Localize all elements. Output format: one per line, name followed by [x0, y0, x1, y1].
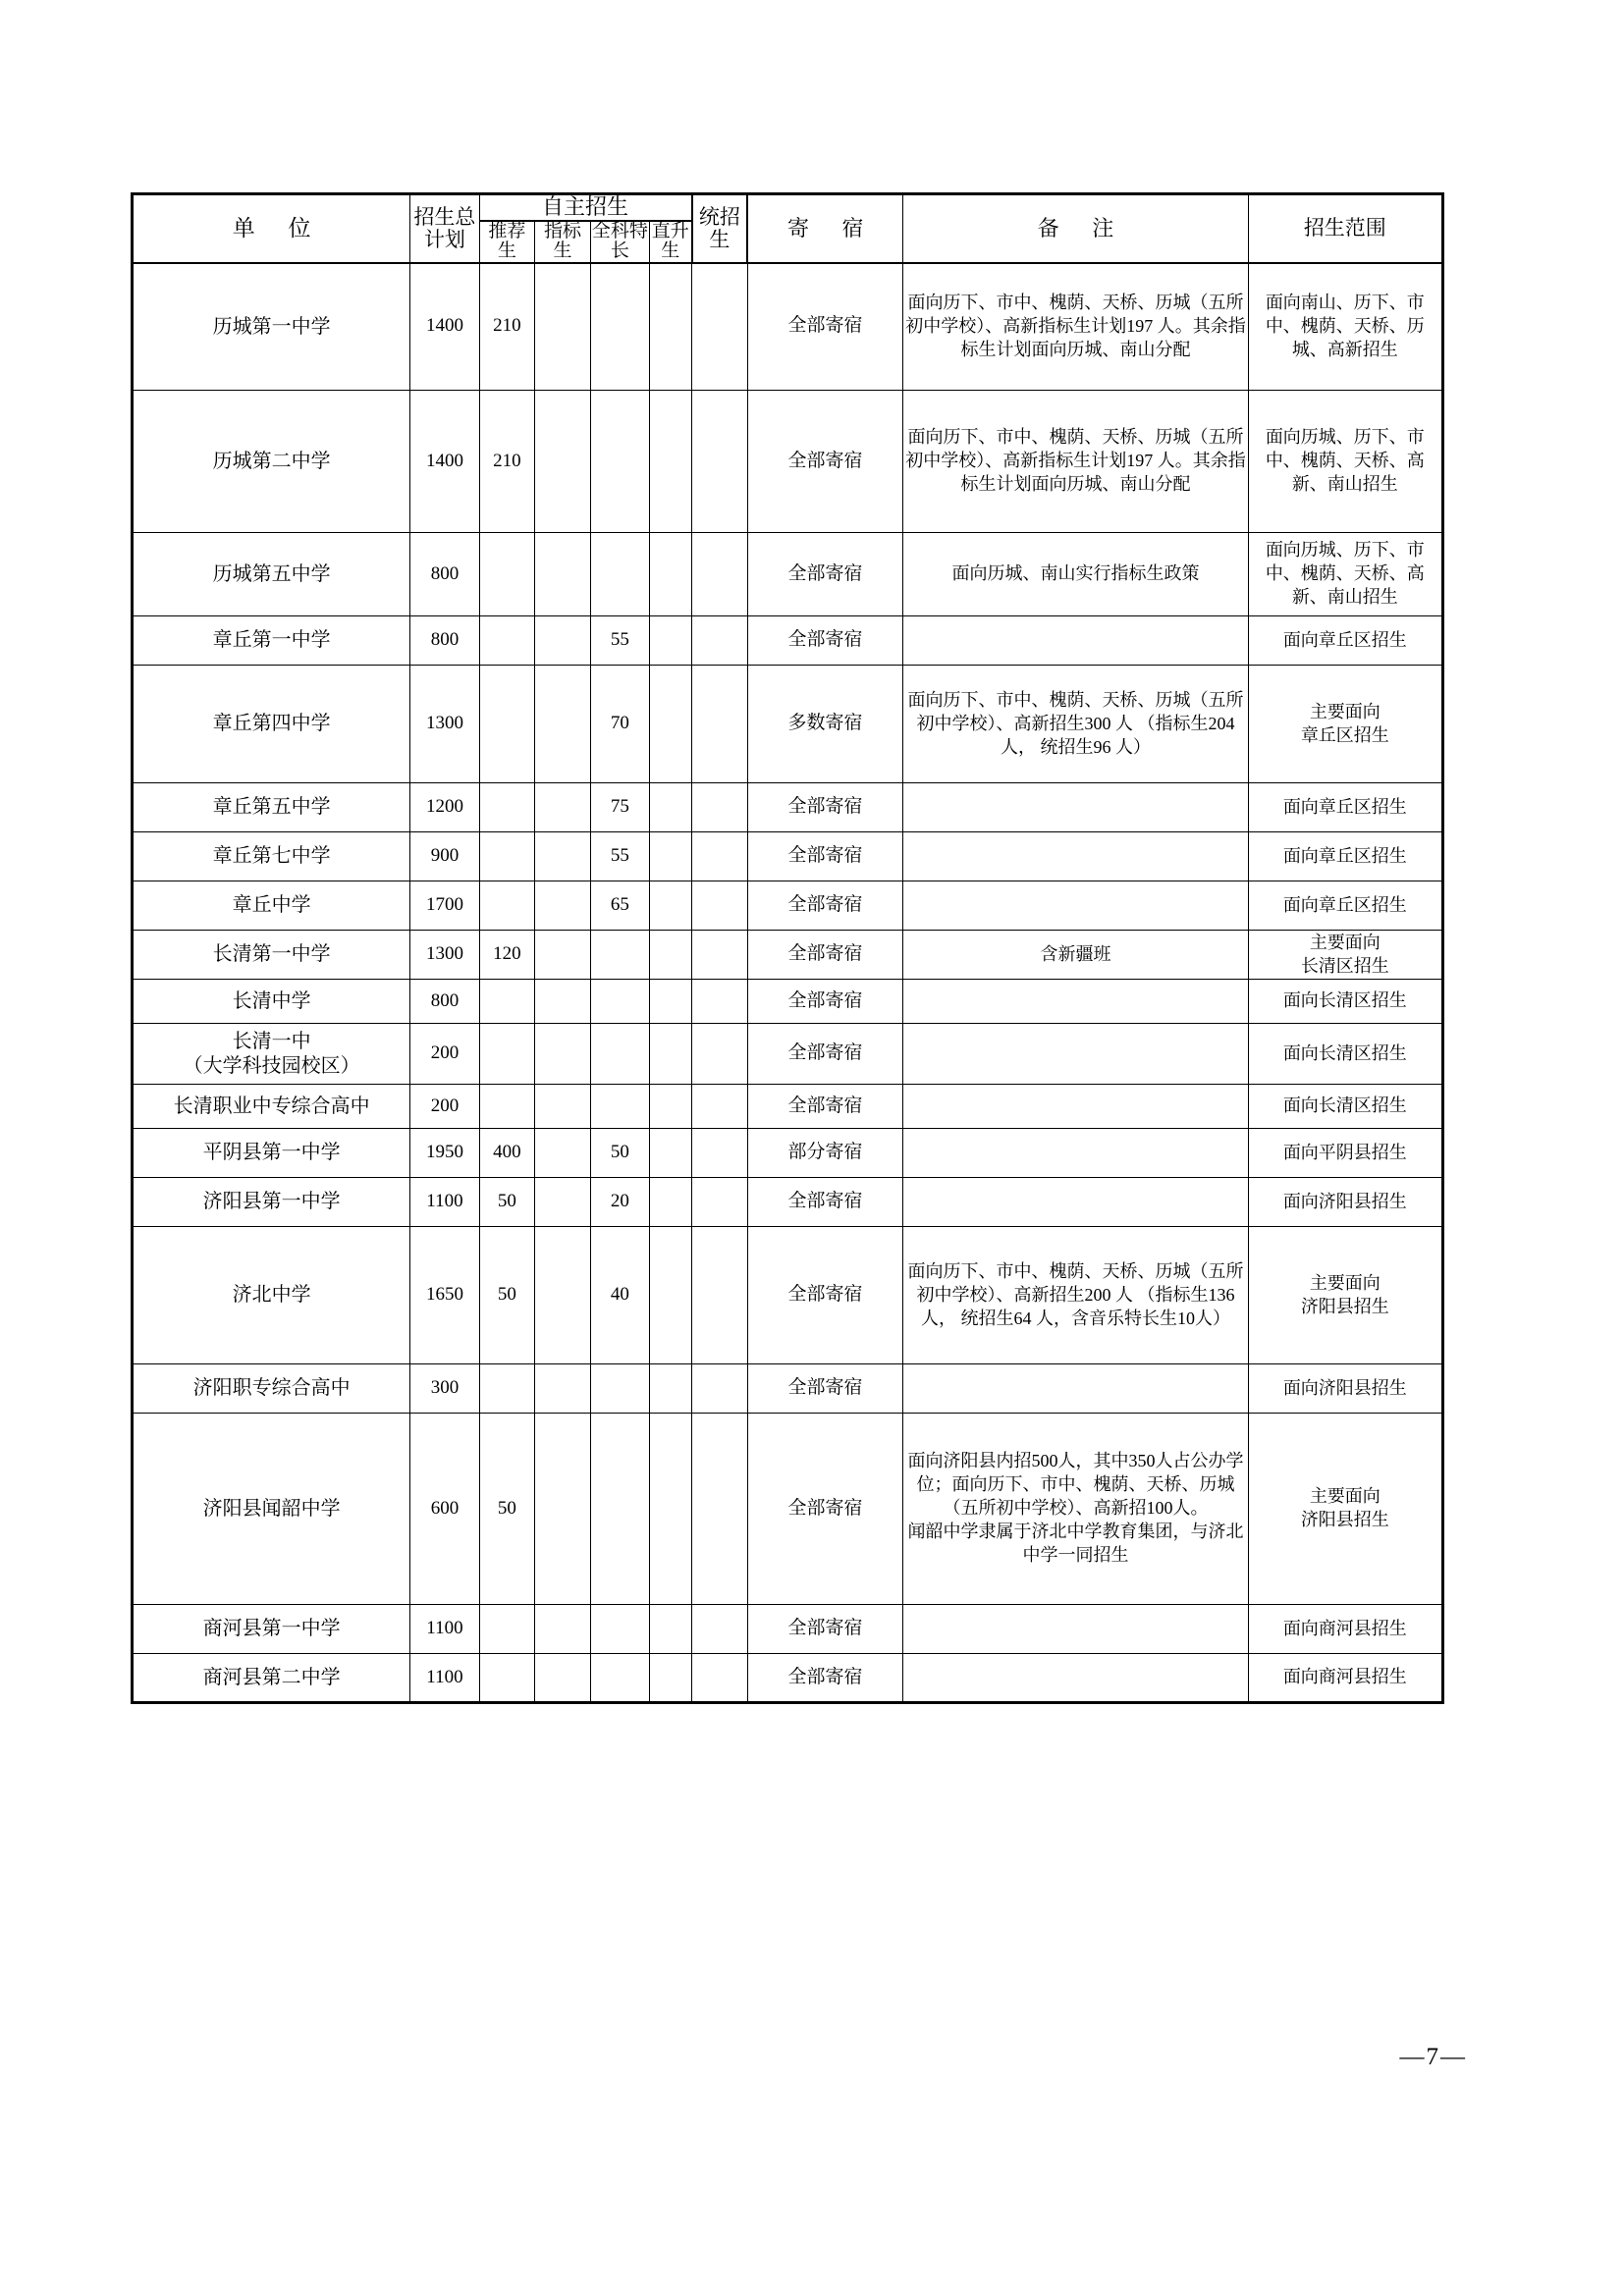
cell-scope: 面向商河县招生 — [1248, 1654, 1442, 1703]
cell-boarding: 全部寄宿 — [747, 391, 903, 533]
header-total-plan — [410, 194, 479, 263]
cell-quota — [535, 263, 591, 391]
enrollment-plan-table-wrapper — [131, 192, 1444, 1704]
table-row — [133, 391, 1443, 533]
cell-scope: 面向平阴县招生 — [1248, 1129, 1442, 1178]
cell-quota — [535, 1364, 591, 1414]
cell-direct-promotion — [649, 832, 691, 881]
cell-direct-promotion — [649, 1414, 691, 1605]
cell-unified — [692, 1024, 748, 1085]
cell-boarding: 全部寄宿 — [747, 1414, 903, 1605]
cell-quota — [535, 1414, 591, 1605]
cell-scope: 面向章丘区招生 — [1248, 881, 1442, 931]
cell-total: 1200 — [410, 783, 479, 832]
table-row — [133, 533, 1443, 616]
cell-total: 800 — [410, 533, 479, 616]
cell-quota — [535, 1178, 591, 1227]
cell-all-subject-talent: 20 — [590, 1178, 649, 1227]
cell-unified — [692, 980, 748, 1024]
cell-unified — [692, 783, 748, 832]
cell-quota — [535, 391, 591, 533]
cell-recommended — [479, 1605, 535, 1654]
cell-boarding: 全部寄宿 — [747, 783, 903, 832]
cell-quota — [535, 1227, 591, 1364]
cell-boarding: 全部寄宿 — [747, 1654, 903, 1703]
table-row — [133, 1129, 1443, 1178]
cell-direct-promotion — [649, 1178, 691, 1227]
cell-direct-promotion — [649, 980, 691, 1024]
cell-unified — [692, 1364, 748, 1414]
cell-recommended: 210 — [479, 391, 535, 533]
cell-all-subject-talent: 70 — [590, 666, 649, 783]
cell-all-subject-talent — [590, 980, 649, 1024]
cell-recommended: 50 — [479, 1178, 535, 1227]
cell-total: 300 — [410, 1364, 479, 1414]
header-direct-promotion: 直升生 — [649, 221, 691, 263]
cell-scope: 面向长清区招生 — [1248, 1085, 1442, 1129]
cell-remark: 面向历下、市中、槐荫、天桥、历城（五所初中学校）、高新指标生计划197 人。其余指标生计划面向历城、南山分配 — [903, 263, 1248, 391]
cell-quota — [535, 1129, 591, 1178]
cell-total: 1300 — [410, 931, 479, 980]
table-row — [133, 1178, 1443, 1227]
cell-all-subject-talent — [590, 1085, 649, 1129]
header-boarding: 寄 宿 — [747, 194, 903, 263]
cell-total: 1300 — [410, 666, 479, 783]
cell-all-subject-talent — [590, 263, 649, 391]
cell-scope: 面向历城、历下、市中、槐荫、天桥、高新、南山招生 — [1248, 391, 1442, 533]
cell-recommended: 50 — [479, 1227, 535, 1364]
cell-recommended: 210 — [479, 263, 535, 391]
cell-unified — [692, 391, 748, 533]
cell-unified — [692, 1605, 748, 1654]
cell-recommended — [479, 783, 535, 832]
cell-scope: 面向历城、历下、市中、槐荫、天桥、高新、南山招生 — [1248, 533, 1442, 616]
cell-unified — [692, 1129, 748, 1178]
cell-recommended — [479, 1654, 535, 1703]
header-all-subject-talent: 全科特长 — [591, 220, 648, 262]
cell-total: 800 — [410, 616, 479, 666]
cell-quota — [535, 1605, 591, 1654]
cell-recommended — [479, 666, 535, 783]
cell-unit: 历城第二中学 — [133, 391, 410, 533]
cell-direct-promotion — [649, 263, 691, 391]
table-row — [133, 980, 1443, 1024]
cell-unit: 章丘第七中学 — [133, 832, 410, 881]
table-row — [133, 931, 1443, 980]
cell-remark — [903, 980, 1248, 1024]
cell-boarding: 全部寄宿 — [747, 881, 903, 931]
cell-unit: 长清一中 （大学科技园校区） — [133, 1024, 410, 1085]
header-scope: 招生范围 — [1248, 194, 1442, 263]
cell-unit: 章丘第五中学 — [133, 783, 410, 832]
cell-unit: 平阴县第一中学 — [133, 1129, 410, 1178]
cell-remark: 面向济阳县内招500人，其中350人占公办学位；面向历下、市中、槐荫、天桥、历城（五所初中学校）、高新招100人。 闻韶中学隶属于济北中学教育集团，与济北中学一同招生 — [903, 1414, 1248, 1605]
cell-unit: 济阳职专综合高中 — [133, 1364, 410, 1414]
table-row — [133, 1414, 1443, 1605]
cell-all-subject-talent — [590, 1605, 649, 1654]
cell-unified — [692, 931, 748, 980]
table-row — [133, 881, 1443, 931]
cell-total: 1400 — [410, 391, 479, 533]
header-unit: 单 位 — [133, 194, 410, 263]
cell-direct-promotion — [649, 931, 691, 980]
cell-direct-promotion — [649, 391, 691, 533]
cell-quota — [535, 783, 591, 832]
cell-total: 200 — [410, 1024, 479, 1085]
cell-remark: 面向历下、市中、槐荫、天桥、历城（五所初中学校）、高新招生200 人 （指标生136 人， 统招生64 人，含音乐特长生10人） — [903, 1227, 1248, 1364]
cell-all-subject-talent — [590, 1414, 649, 1605]
table-row — [133, 616, 1443, 666]
cell-remark — [903, 832, 1248, 881]
cell-boarding: 全部寄宿 — [747, 1085, 903, 1129]
cell-recommended: 50 — [479, 1414, 535, 1605]
cell-remark — [903, 1364, 1248, 1414]
table-row — [133, 1605, 1443, 1654]
cell-quota — [535, 1085, 591, 1129]
cell-quota — [535, 666, 591, 783]
header-quota: 指标生 — [535, 221, 591, 263]
cell-scope: 面向长清区招生 — [1248, 1024, 1442, 1085]
cell-unified — [692, 263, 748, 391]
cell-scope: 面向长清区招生 — [1248, 980, 1442, 1024]
cell-all-subject-talent — [590, 1364, 649, 1414]
cell-all-subject-talent: 55 — [590, 616, 649, 666]
cell-direct-promotion — [649, 1227, 691, 1364]
cell-unit: 济阳县第一中学 — [133, 1178, 410, 1227]
cell-direct-promotion — [649, 1085, 691, 1129]
cell-all-subject-talent — [590, 1024, 649, 1085]
cell-remark — [903, 881, 1248, 931]
cell-unit: 历城第一中学 — [133, 263, 410, 391]
cell-boarding: 全部寄宿 — [747, 931, 903, 980]
table-row — [133, 1654, 1443, 1703]
cell-boarding: 全部寄宿 — [747, 263, 903, 391]
cell-recommended — [479, 980, 535, 1024]
table-row — [133, 263, 1443, 391]
cell-direct-promotion — [649, 1129, 691, 1178]
table-row — [133, 832, 1443, 881]
cell-recommended — [479, 1085, 535, 1129]
header-row-1 — [133, 194, 1443, 221]
cell-all-subject-talent — [590, 533, 649, 616]
header-remark: 备 注 — [903, 194, 1248, 263]
table-header — [133, 194, 1443, 263]
cell-direct-promotion — [649, 1605, 691, 1654]
cell-quota — [535, 1024, 591, 1085]
cell-quota — [535, 1654, 591, 1703]
cell-remark: 含新疆班 — [903, 931, 1248, 980]
cell-scope: 面向商河县招生 — [1248, 1605, 1442, 1654]
cell-unit: 济阳县闻韶中学 — [133, 1414, 410, 1605]
cell-unified — [692, 1654, 748, 1703]
cell-all-subject-talent — [590, 391, 649, 533]
cell-boarding: 全部寄宿 — [747, 616, 903, 666]
cell-unified — [692, 832, 748, 881]
cell-unit: 长清职业中专综合高中 — [133, 1085, 410, 1129]
enrollment-plan-table — [131, 192, 1444, 1704]
cell-total: 1700 — [410, 881, 479, 931]
cell-unit: 济北中学 — [133, 1227, 410, 1364]
cell-recommended — [479, 881, 535, 931]
cell-recommended: 120 — [479, 931, 535, 980]
cell-boarding: 多数寄宿 — [747, 666, 903, 783]
page-number: —7— — [1399, 2044, 1467, 2070]
cell-scope: 面向章丘区招生 — [1248, 616, 1442, 666]
cell-unified — [692, 533, 748, 616]
cell-boarding: 全部寄宿 — [747, 1364, 903, 1414]
cell-boarding: 全部寄宿 — [747, 980, 903, 1024]
cell-quota — [535, 881, 591, 931]
cell-boarding: 全部寄宿 — [747, 1024, 903, 1085]
header-independent-group: 自主招生 — [479, 194, 691, 221]
cell-total: 1100 — [410, 1654, 479, 1703]
cell-all-subject-talent: 65 — [590, 881, 649, 931]
cell-unified — [692, 1178, 748, 1227]
cell-remark — [903, 1024, 1248, 1085]
cell-total: 1400 — [410, 263, 479, 391]
cell-total: 200 — [410, 1085, 479, 1129]
cell-unit: 商河县第一中学 — [133, 1605, 410, 1654]
cell-recommended — [479, 616, 535, 666]
cell-all-subject-talent — [590, 931, 649, 980]
cell-unit: 章丘第四中学 — [133, 666, 410, 783]
cell-direct-promotion — [649, 881, 691, 931]
cell-scope: 面向章丘区招生 — [1248, 832, 1442, 881]
table-row — [133, 1227, 1443, 1364]
cell-remark — [903, 1085, 1248, 1129]
cell-remark — [903, 1605, 1248, 1654]
cell-direct-promotion — [649, 533, 691, 616]
cell-recommended — [479, 832, 535, 881]
cell-recommended — [479, 533, 535, 616]
cell-unit: 长清第一中学 — [133, 931, 410, 980]
cell-total: 600 — [410, 1414, 479, 1605]
header-unified: 统招生 — [692, 194, 748, 263]
cell-direct-promotion — [649, 1024, 691, 1085]
header-total-plan-text: 招生总计划 — [413, 204, 476, 251]
table-body — [133, 263, 1443, 1703]
table-row — [133, 666, 1443, 783]
cell-scope: 主要面向 长清区招生 — [1248, 931, 1442, 980]
cell-quota — [535, 832, 591, 881]
cell-all-subject-talent: 55 — [590, 832, 649, 881]
cell-quota — [535, 533, 591, 616]
table-row — [133, 1364, 1443, 1414]
cell-scope: 面向济阳县招生 — [1248, 1178, 1442, 1227]
cell-unit: 商河县第二中学 — [133, 1654, 410, 1703]
cell-all-subject-talent: 40 — [590, 1227, 649, 1364]
cell-remark — [903, 783, 1248, 832]
cell-all-subject-talent: 50 — [590, 1129, 649, 1178]
table-row — [133, 783, 1443, 832]
cell-direct-promotion — [649, 616, 691, 666]
cell-boarding: 全部寄宿 — [747, 533, 903, 616]
cell-boarding: 全部寄宿 — [747, 832, 903, 881]
cell-recommended: 400 — [479, 1129, 535, 1178]
cell-total: 900 — [410, 832, 479, 881]
cell-unit: 章丘中学 — [133, 881, 410, 931]
cell-unified — [692, 616, 748, 666]
cell-scope: 面向章丘区招生 — [1248, 783, 1442, 832]
cell-direct-promotion — [649, 666, 691, 783]
cell-unified — [692, 1085, 748, 1129]
cell-unified — [692, 881, 748, 931]
cell-remark — [903, 1178, 1248, 1227]
table-row — [133, 1085, 1443, 1129]
cell-unified — [692, 1227, 748, 1364]
cell-remark: 面向历下、市中、槐荫、天桥、历城（五所初中学校）、高新指标生计划197 人。其余指标生计划面向历城、南山分配 — [903, 391, 1248, 533]
cell-total: 800 — [410, 980, 479, 1024]
header-recommended: 推荐生 — [479, 221, 535, 263]
cell-total: 1100 — [410, 1178, 479, 1227]
cell-remark: 面向历下、市中、槐荫、天桥、历城（五所初中学校）、高新招生300 人 （指标生204 人， 统招生96 人） — [903, 666, 1248, 783]
cell-quota — [535, 980, 591, 1024]
cell-unit: 章丘第一中学 — [133, 616, 410, 666]
cell-total: 1950 — [410, 1129, 479, 1178]
cell-quota — [535, 616, 591, 666]
cell-direct-promotion — [649, 1364, 691, 1414]
cell-scope: 主要面向 章丘区招生 — [1248, 666, 1442, 783]
cell-recommended — [479, 1024, 535, 1085]
cell-remark — [903, 1129, 1248, 1178]
cell-direct-promotion — [649, 1654, 691, 1703]
cell-remark — [903, 616, 1248, 666]
cell-scope: 面向济阳县招生 — [1248, 1364, 1442, 1414]
cell-unit: 长清中学 — [133, 980, 410, 1024]
cell-remark: 面向历城、南山实行指标生政策 — [903, 533, 1248, 616]
cell-unit: 历城第五中学 — [133, 533, 410, 616]
table-row — [133, 1024, 1443, 1085]
cell-boarding: 全部寄宿 — [747, 1605, 903, 1654]
cell-boarding: 部分寄宿 — [747, 1129, 903, 1178]
cell-direct-promotion — [649, 783, 691, 832]
cell-boarding: 全部寄宿 — [747, 1227, 903, 1364]
cell-unified — [692, 1414, 748, 1605]
cell-quota — [535, 931, 591, 980]
cell-total: 1100 — [410, 1605, 479, 1654]
cell-scope: 面向南山、历下、市中、槐荫、天桥、历城、高新招生 — [1248, 263, 1442, 391]
cell-all-subject-talent — [590, 1654, 649, 1703]
cell-scope: 主要面向 济阳县招生 — [1248, 1414, 1442, 1605]
cell-scope: 主要面向 济阳县招生 — [1248, 1227, 1442, 1364]
cell-remark — [903, 1654, 1248, 1703]
cell-boarding: 全部寄宿 — [747, 1178, 903, 1227]
cell-unified — [692, 666, 748, 783]
cell-all-subject-talent: 75 — [590, 783, 649, 832]
cell-total: 1650 — [410, 1227, 479, 1364]
cell-recommended — [479, 1364, 535, 1414]
